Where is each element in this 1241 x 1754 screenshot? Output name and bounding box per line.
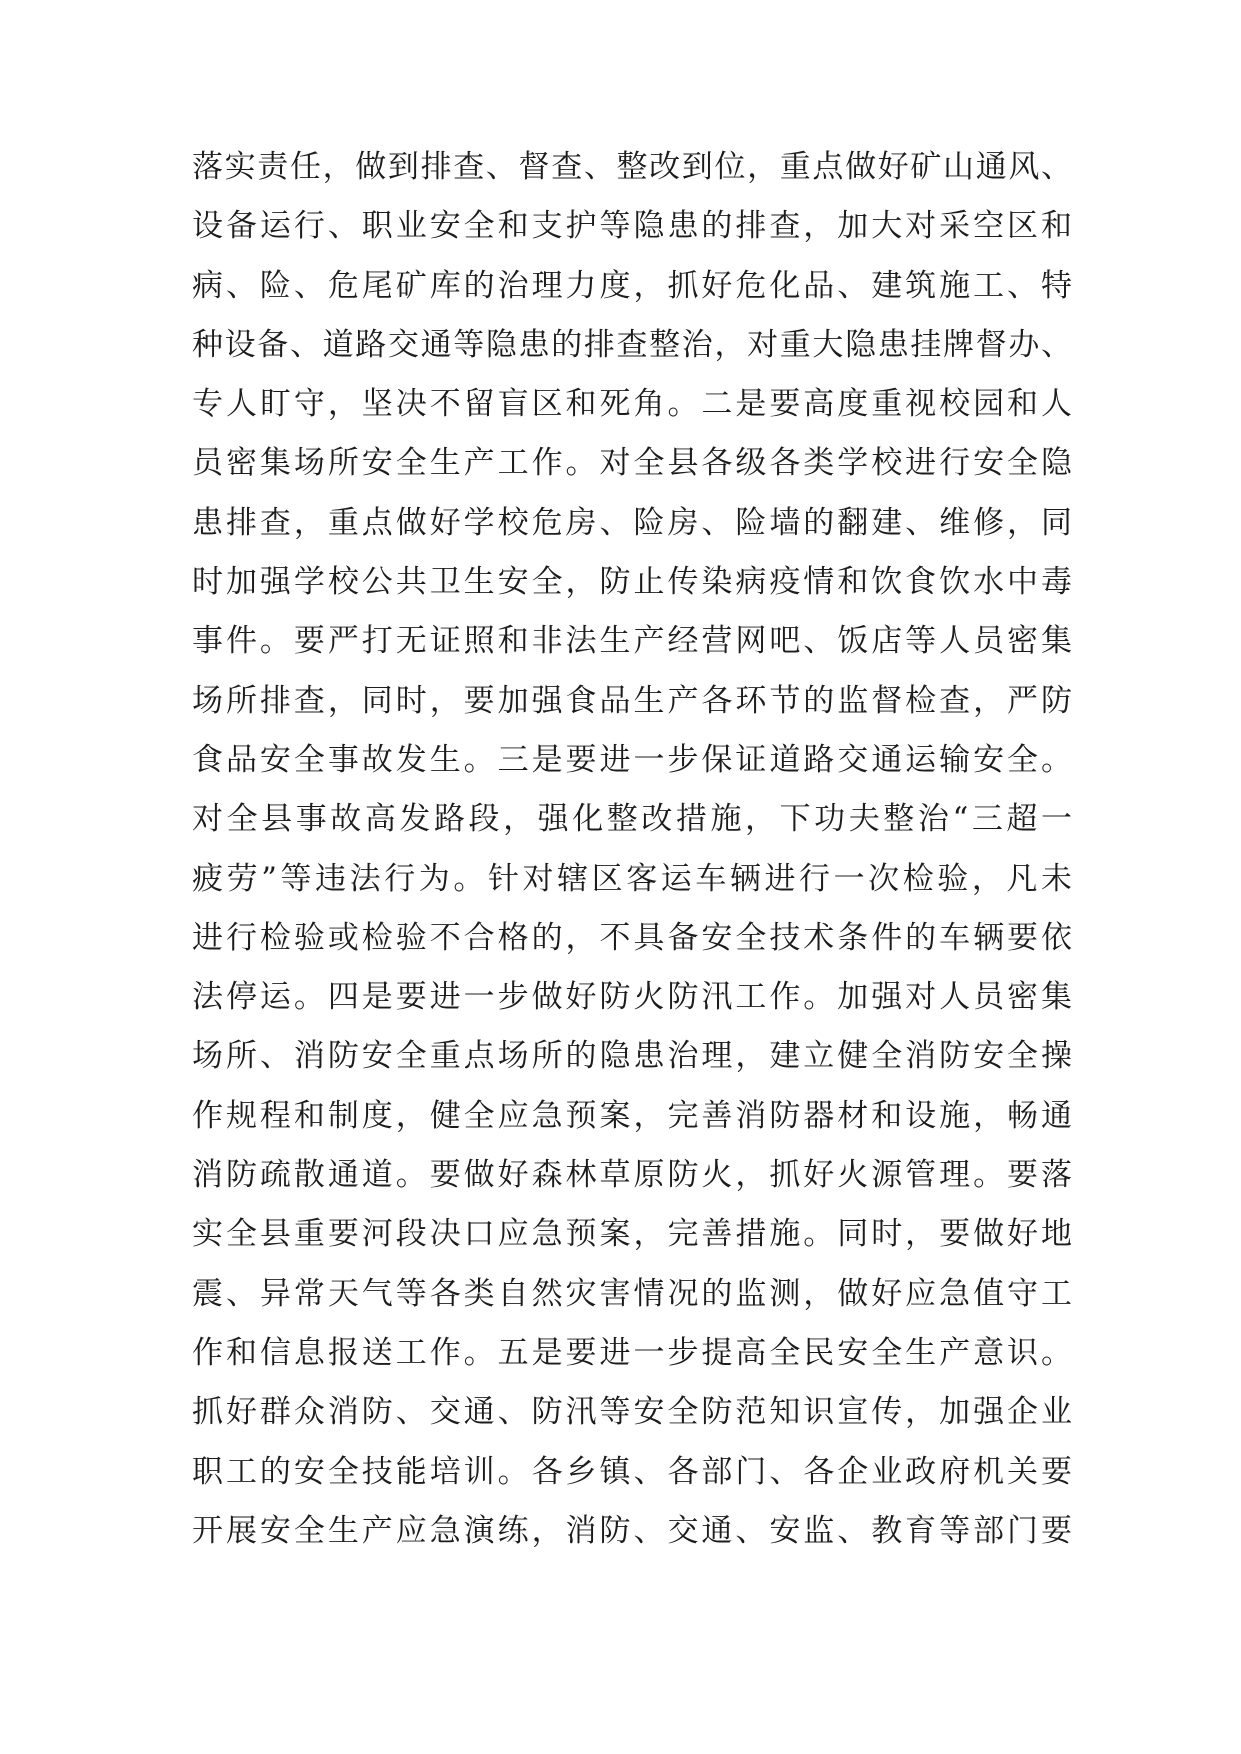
text-line: 震、异常天气等各类自然灾害情况的监测，做好应急值守工	[192, 1275, 1072, 1312]
text-line: 员密集场所安全生产工作。对全县各级各类学校进行安全隐	[192, 445, 1072, 482]
text-line: 进行检验或检验不合格的，不具备安全技术条件的车辆要依	[192, 919, 1072, 956]
text-line: 食品安全事故发生。三是要进一步保证道路交通运输安全。	[192, 741, 1072, 778]
text-line: 场所、消防安全重点场所的隐患治理，建立健全消防安全操	[192, 1038, 1072, 1075]
text-line: 作规程和制度，健全应急预案，完善消防器材和设施，畅通	[192, 1097, 1072, 1134]
text-line: 种设备、道路交通等隐患的排查整治，对重大隐患挂牌督办、	[192, 326, 1072, 363]
text-line: 开展安全生产应急演练，消防、交通、安监、教育等部门要	[192, 1512, 1072, 1549]
text-line: 患排查，重点做好学校危房、险房、险墙的翻建、维修，同	[192, 504, 1072, 541]
text-line: 事件。要严打无证照和非法生产经营网吧、饭店等人员密集	[192, 623, 1072, 660]
text-line: 法停运。四是要进一步做好防火防汛工作。加强对人员密集	[192, 979, 1072, 1016]
text-line: 设备运行、职业安全和支护等隐患的排查，加大对采空区和	[192, 208, 1072, 245]
text-line: 实全县重要河段决口应急预案，完善措施。同时，要做好地	[192, 1216, 1072, 1253]
text-line: 时加强学校公共卫生安全，防止传染病疫情和饮食饮水中毒	[192, 564, 1072, 601]
text-line: 抓好群众消防、交通、防汛等安全防范知识宣传，加强企业	[192, 1394, 1072, 1431]
text-line: 作和信息报送工作。五是要进一步提高全民安全生产意识。	[192, 1334, 1072, 1371]
text-line: 落实责任，做到排查、督查、整改到位，重点做好矿山通风、	[192, 149, 1072, 185]
text-line: 对全县事故高发路段，强化整改措施，下功夫整治“三超一	[192, 801, 1072, 838]
text-line: 专人盯守，坚决不留盲区和死角。二是要高度重视校园和人	[192, 386, 1072, 423]
text-line: 疲劳”等违法行为。针对辖区客运车辆进行一次检验，凡未	[192, 860, 1072, 897]
body-text	[192, 138, 1072, 1561]
text-line: 职工的安全技能培训。各乡镇、各部门、各企业政府机关要	[192, 1453, 1072, 1490]
text-line: 消防疏散通道。要做好森林草原防火，抓好火源管理。要落	[192, 1157, 1072, 1194]
text-line: 场所排查，同时，要加强食品生产各环节的监督检查，严防	[192, 682, 1072, 719]
text-line: 病、险、危尾矿库的治理力度，抓好危化品、建筑施工、特	[192, 267, 1072, 304]
